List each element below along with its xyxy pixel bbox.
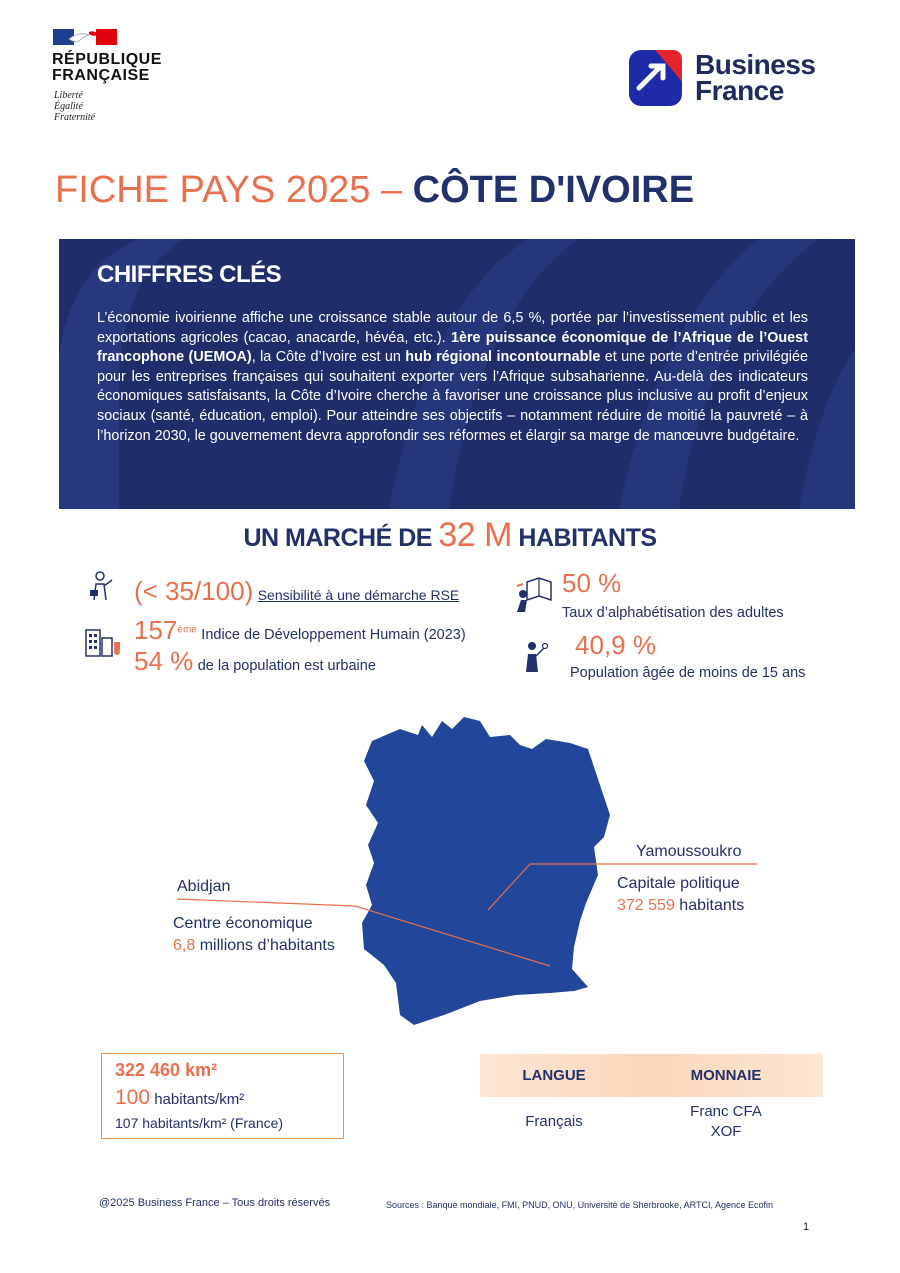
market-headline: UN MARCHÉ DE 32 M HABITANTS [243,516,657,554]
language-header: LANGUE [522,1067,586,1084]
key-figures-heading: CHIFFRES CLÉS [97,261,282,288]
key-figures-paragraph: L’économie ivoirienne affiche une croissance stable autour de 6,5 %, portée par l’investissement public et les exportations agricoles (cacao, anacarde, hévéa, etc.). 1ère puissance économique de l’Afrique de l’Ouest francophone (UEMOA), la Côte d’Ivoire est un hub régional incontournable et une porte d’entrée privilégiée pour les entreprises françaises qui souhaitent exporter vers l’Afrique subsaharienne. Au-delà des indicateurs économiques satisfaisants, la Côte d’Ivoire cherche à favoriser une croissance plus inclusive au profit d’enjeux sociaux (santé, éducation, emploi). Pour atteindre ses objectifs – notamment réduire de moitié la pauvreté – à l’horizon 2030, le gouvernement devra approfondir ses réformes et élargir sa marge de manœuvre budgétaire. [97,310,808,444]
copyright: @2025 Business France – Tous droits réservés [99,1197,331,1209]
business-france-name: Business France [695,49,816,106]
urban-value: 54 % [134,646,194,676]
yamoussoukro-info [617,873,744,917]
urban-label: de la population est urbaine [197,658,376,674]
yamoussoukro-pop: 372 559 [617,897,675,914]
currency-header: MONNAIE [690,1067,762,1084]
language-value: Français [525,1113,583,1130]
page-title: FICHE PAYS 2025 – CÔTE D'IVOIRE [55,169,695,211]
france-density: 107 habitants/km² (France) [115,1115,284,1131]
abidjan-pop-label: millions d’habitants [195,937,335,954]
density-label: habitants/km² [150,1091,245,1108]
currency-value: Franc CFA XOF [690,1103,762,1140]
literacy-label: Taux d’alphabétisation des adultes [562,605,784,621]
literacy-value: 50 % [562,568,622,598]
density-value: 100 [115,1086,151,1109]
surface-value: 322 460 km² [115,1060,218,1080]
yamoussoukro-pop-label: habitants [674,897,745,914]
density-line [115,1086,244,1110]
abidjan-role: Centre économique [173,915,313,932]
young-label: Population âgée de moins de 15 ans [570,665,806,681]
rse-label: Sensibilité à une démarche RSE [257,587,460,603]
yamoussoukro-name: Yamoussoukro [636,843,742,860]
idh-label: Indice de Développement Humain (2023) [201,627,466,643]
language-currency-table-header [480,1054,823,1097]
abidjan-info [173,913,335,957]
abidjan-name: Abidjan [177,878,231,895]
area-box [101,1053,344,1139]
idh-value: 157 [134,615,178,645]
idh-sup: ème [177,624,197,636]
republique-francaise-name: RÉPUBLIQUE FRANÇAISE [52,51,162,84]
sources: Sources : Banque mondiale, FMI, PNUD, ONU, Université de Sherbrooke, ARTCI, Agence Ecofin [386,1200,774,1210]
page-number: 1 [803,1221,810,1233]
rse-value: (< 35/100) [134,576,254,606]
abidjan-pop: 6,8 [173,937,196,954]
yamoussoukro-role: Capitale politique [617,875,740,892]
republique-francaise-motto: Liberté Égalité Fraternité [54,90,96,123]
young-value: 40,9 % [575,630,656,660]
